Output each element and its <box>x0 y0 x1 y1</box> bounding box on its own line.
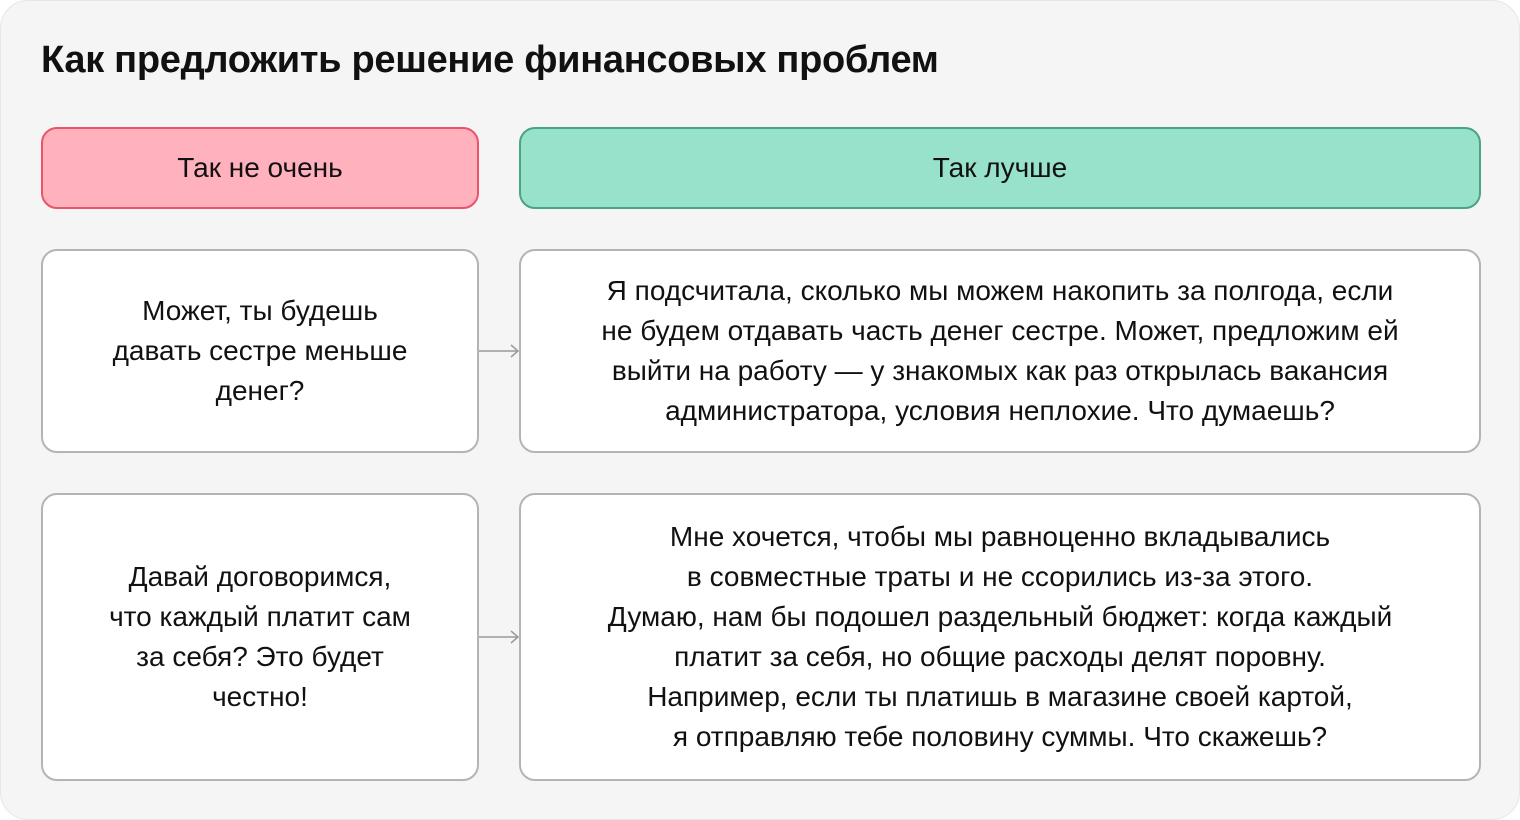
row-1-bad-example <box>41 249 479 453</box>
row-2-bad-text: Давай договоримся, что каждый платит сам за себя? Это будет честно! <box>109 561 411 712</box>
page-title: Как предложить решение финансовых проблем <box>41 39 939 81</box>
row-2-good-example <box>519 493 1481 781</box>
arrow-right-icon <box>478 341 520 361</box>
arrow-right-icon <box>478 627 520 647</box>
column-header-good-label: Так лучше <box>932 152 1068 183</box>
row-1-good-text: Я подсчитала, сколько мы можем накопить за полгода, если не будем отдавать часть денег сестре. Может, предложим ей выйти на работу — у знакомых как раз открылась вакансия администратора, условия неплохие. Что думаешь? <box>601 275 1399 426</box>
column-header-good <box>519 127 1481 209</box>
row-1-bad-text: Может, ты будешь давать сестре меньше денег? <box>112 295 408 406</box>
row-2-bad-example <box>41 493 479 781</box>
row-2-good-text: Мне хочется, чтобы мы равноценно вкладывались в совместные траты и не ссорились из-за этого. Думаю, нам бы подошел раздельный бюджет: когда каждый платит за себя, но общие расходы делят поровну. Например, если ты платишь в магазине своей картой, я отправляю тебе половину суммы. Что скажешь? <box>607 521 1393 752</box>
column-header-bad-label: Так не очень <box>177 152 343 183</box>
column-header-bad <box>41 127 479 209</box>
row-1-good-example <box>519 249 1481 453</box>
